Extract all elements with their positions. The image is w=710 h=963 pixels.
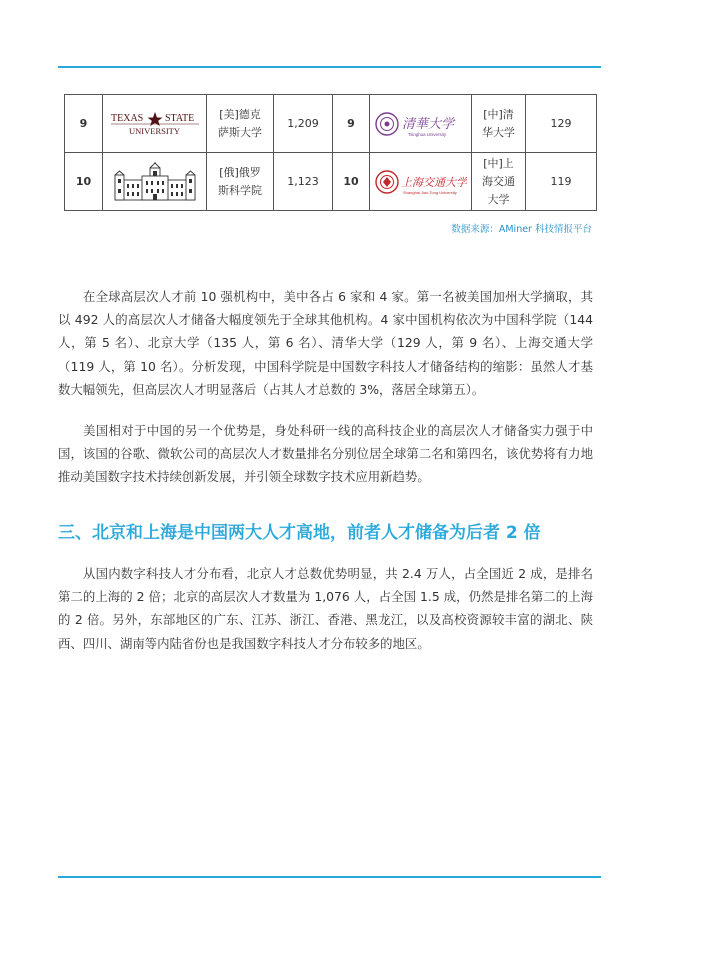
- body-paragraph: 从国内数字科技人才分布看，北京人才总数优势明显，共 2.4 万人，占全国近 2 成，是排名第二的上海的 2 倍；北京的高层次人才数量为 1,076 人，占全国 1.5 成，仍然是排名第二的上海的 2 倍。另外，东部地区的广东、江苏、浙江、香港、黑龙江，以及高校资源较丰富的湖北、陕西、四川、湖南等内陆省份也是我国数字科技人才分布较多的地区。: [58, 566, 593, 651]
- institution-name-cell: [中]上海交通大学: [472, 153, 526, 211]
- count-cell: 119: [526, 153, 597, 211]
- logo-cell: [370, 153, 472, 211]
- count-cell: 1,209: [274, 95, 333, 153]
- rank-cell: 9: [65, 95, 103, 153]
- institution-name-cell: [俄]俄罗斯科学院: [207, 153, 274, 211]
- russian-academy-building-logo: [103, 153, 206, 210]
- section-heading: 三、北京和上海是中国两大人才高地，前者人才储备为后者 2 倍: [58, 523, 541, 543]
- institution-name-cell: [中]清华大学: [472, 95, 526, 153]
- table-row: [65, 95, 597, 153]
- logo-text: 清華大学: [401, 116, 454, 132]
- ranking-table: [64, 94, 597, 211]
- footer-rule: [58, 876, 601, 878]
- rank-cell: 10: [333, 153, 370, 211]
- shanghai-jiao-tong-university-logo: [370, 153, 471, 210]
- tsinghua-university-logo: [370, 95, 471, 152]
- table-row: [65, 153, 597, 211]
- data-source-note: 数据来源：AMiner 科技情报平台: [451, 224, 592, 235]
- header-rule: [58, 66, 601, 68]
- rank-cell: 9: [333, 95, 370, 153]
- logo-text: 上海交通大学: [400, 175, 467, 189]
- logo-text: TEXAS: [110, 112, 143, 124]
- count-cell: 1,123: [274, 153, 333, 211]
- logo-text: STATE: [164, 112, 194, 124]
- body-paragraph: 在全球高层次人才前 10 强机构中，美中各占 6 家和 4 家。第一名被美国加州大学摘取，其以 492 人的高层次人才储备大幅度领先于全球其他机构。4 家中国机构依次为中国科学院（144 人，第 5 名）、北京大学（135 人，第 6 名）、清华大学（129 人，第 9 名）、上海交通大学（119 人，第 10 名）。分析发现，中国科学院是中国数字科技人才储备结构的缩影：虽然人才基数大幅领先，但高层次人才明显落后（占其人才总数的 3%，落居全球第五）。: [58, 289, 593, 397]
- count-cell: 129: [526, 95, 597, 153]
- logo-cell: [103, 153, 207, 211]
- logo-cell: [103, 95, 207, 153]
- body-paragraph: 美国相对于中国的另一个优势是，身处科研一线的高科技企业的高层次人才储备实力强于中国，该国的谷歌、微软公司的高层次人才数量排名分别位居全球第二名和第四名，该优势将有力地推动美国数字技术持续创新发展，并引领全球数字技术应用新趋势。: [58, 423, 593, 485]
- institution-name-cell: [美]德克萨斯大学: [207, 95, 274, 153]
- rank-cell: 10: [65, 153, 103, 211]
- texas-state-university-logo: [103, 95, 206, 152]
- logo-text: Shanghai Jiao Tong University: [402, 189, 457, 195]
- logo-text: UNIVERSITY: [128, 125, 180, 136]
- logo-text: Tsinghua University: [407, 131, 446, 137]
- logo-cell: [370, 95, 472, 153]
